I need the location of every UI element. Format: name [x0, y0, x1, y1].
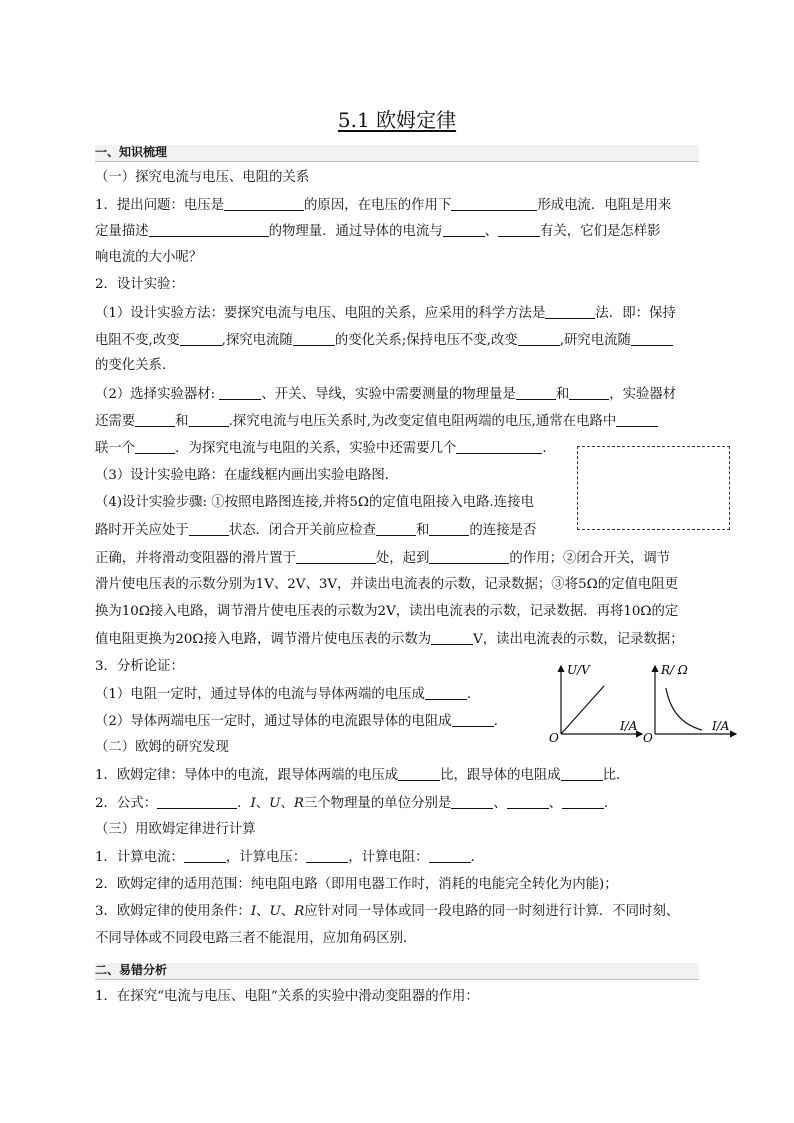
y-label: R/ Ω [661, 663, 688, 677]
inverse-curve [666, 688, 702, 730]
blank[interactable] [545, 304, 595, 319]
m2-line3: 联一个 ．为探究电流与电阻的关系，实验中还需要几个 ． [95, 441, 556, 456]
blank[interactable] [376, 521, 416, 536]
scope-line: 2．欧姆定律的适用范围：纯电阻电路（即用电器工作时，消耗的电能完全转化为内能)； [95, 877, 618, 892]
q1-line3: 响电流的大小呢？ [95, 250, 203, 265]
blank[interactable] [189, 412, 229, 427]
m1-line1: （1）设计实验方法：要探究电流与电压、电阻的关系，应采用的科学方法是 法．即：保持 [95, 306, 676, 321]
blank[interactable] [456, 439, 542, 454]
m2-line1: （2）选择实验器材: 、开关、导线，实验中需要测量的物理量是 和 ，实验器材 [95, 387, 677, 402]
calc-line: 1．计算电流： ，计算电压： ，计算电阻： ． [95, 850, 484, 865]
condition-line2: 不同导体或不同段电路三者不能混用，应加角码区别． [95, 931, 417, 946]
m4-line1: （4)设计实验步骤: ①按照电路图连接,并将5Ω的定值电阻接入电路.连接电 [95, 495, 534, 510]
blank[interactable] [296, 549, 376, 564]
origin-label: O [643, 731, 653, 744]
condition-line1: 3．欧姆定律的使用条件：I、U、R应针对同一导体或同一段电路的同一时刻进行计算．不同时刻、 [95, 904, 680, 919]
part2-heading: （二）欧姆的研究发现 [95, 740, 229, 755]
q1-line1: 1．提出问题：电压是 的原因，在电压的作用下 形成电流．电阻是用来 [95, 198, 672, 213]
blank[interactable] [431, 630, 473, 645]
m4-line3: 正确，并将滑动变阻器的滑片置于 处，起到 的作用；②闭合开关，调节 [95, 551, 671, 566]
blank[interactable] [616, 412, 658, 427]
m4-line2: 路时开关应处于 状态．闭合开关前应检查 和 的连接是否 [95, 523, 537, 538]
ohm-law-line: 1．欧姆定律：导体中的电流，跟导体两端的电压成 比，跟导体的电阻成 比． [95, 768, 630, 783]
blank[interactable] [224, 196, 304, 211]
page-title: 5.1 欧姆定律 [337, 108, 457, 132]
blank[interactable] [135, 439, 175, 454]
q3-heading: 3．分析论证： [95, 659, 184, 674]
blank[interactable] [429, 521, 469, 536]
graph-u-i [546, 660, 646, 744]
part3-heading: （三）用欧姆定律进行计算 [95, 822, 256, 837]
blank[interactable] [425, 685, 467, 700]
x-label: I/A [620, 719, 638, 733]
m4-line6: 值电阻更换为20Ω接入电路，调节滑片使电压表的示数为 V，读出电流表的示数，记录数据； [95, 632, 684, 647]
blank[interactable] [157, 794, 237, 809]
blank[interactable] [569, 385, 609, 400]
blank[interactable] [429, 848, 471, 863]
blank[interactable] [451, 196, 537, 211]
blank[interactable] [518, 331, 560, 346]
circuit-drawing-box[interactable] [577, 446, 730, 530]
formula-line: 2．公式： ．I、U、R三个物理量的单位分别是 、 、 ． [95, 796, 618, 811]
origin-label: O [549, 731, 559, 744]
blank[interactable] [293, 331, 335, 346]
blank[interactable] [498, 222, 540, 237]
blank[interactable] [398, 766, 440, 781]
section-heading-knowledge: 一、知识梳理 [95, 145, 699, 162]
blank[interactable] [452, 712, 494, 727]
q1-line2: 定量描述 的物理量．通过导体的电流与 、 有关，它们是怎样影 [95, 224, 661, 239]
m2-line2: 还需要 和 .探究电流与电压关系时,为改变定值电阻两端的电压,通常在电路中 [95, 412, 658, 431]
blank[interactable] [631, 331, 673, 346]
blank[interactable] [443, 222, 485, 237]
error-item-1: 1．在探究“电流与电压、电阻”关系的实验中滑动变阻器的作用： [95, 989, 479, 1004]
blank[interactable] [135, 412, 175, 427]
blank[interactable] [561, 766, 603, 781]
analysis-2: （2）导体两端电压一定时，通过导体的电流跟导体的电阻成 ． [95, 714, 508, 729]
blank[interactable] [189, 521, 229, 536]
analysis-1: （1）电阻一定时，通过导体的电流与导体两端的电压成 ． [95, 687, 481, 702]
m4-line4: 滑片使电压表的示数分别为1V、2V、3V，并读出电流表的示数，记录数据；③将5Ω的定值电阻更 [95, 577, 679, 592]
blank[interactable] [219, 385, 261, 400]
y-label: U/V [567, 663, 590, 677]
blank[interactable] [149, 222, 269, 237]
blank[interactable] [562, 794, 604, 809]
q2-heading: 2．设计实验： [95, 277, 184, 292]
blank[interactable] [306, 848, 348, 863]
blank[interactable] [429, 549, 509, 564]
blank[interactable] [507, 794, 549, 809]
blank[interactable] [184, 848, 226, 863]
x-label: I/A [712, 719, 730, 733]
section-heading-errors: 二、易错分析 [95, 963, 699, 980]
m1-line3: 的变化关系． [95, 358, 176, 373]
proportional-line [561, 686, 604, 734]
graph-r-i [640, 660, 740, 744]
blank[interactable] [180, 331, 222, 346]
m1-line2: 电阻不变,改变 ,探究电流随 的变化关系;保持电压不变,改变 ,研究电流随 [95, 331, 673, 350]
blank[interactable] [451, 794, 493, 809]
m4-line5: 换为10Ω接入电路，调节滑片使电压表的示数为2V，读出电流表的示数，记录数据．再将10Ω的定 [95, 604, 679, 619]
blank[interactable] [516, 385, 556, 400]
m3-line: （3）设计实验电路：在虚线框内画出实验电路图． [95, 468, 399, 483]
part1-heading: （一）探究电流与电压、电阻的关系 [95, 170, 310, 185]
